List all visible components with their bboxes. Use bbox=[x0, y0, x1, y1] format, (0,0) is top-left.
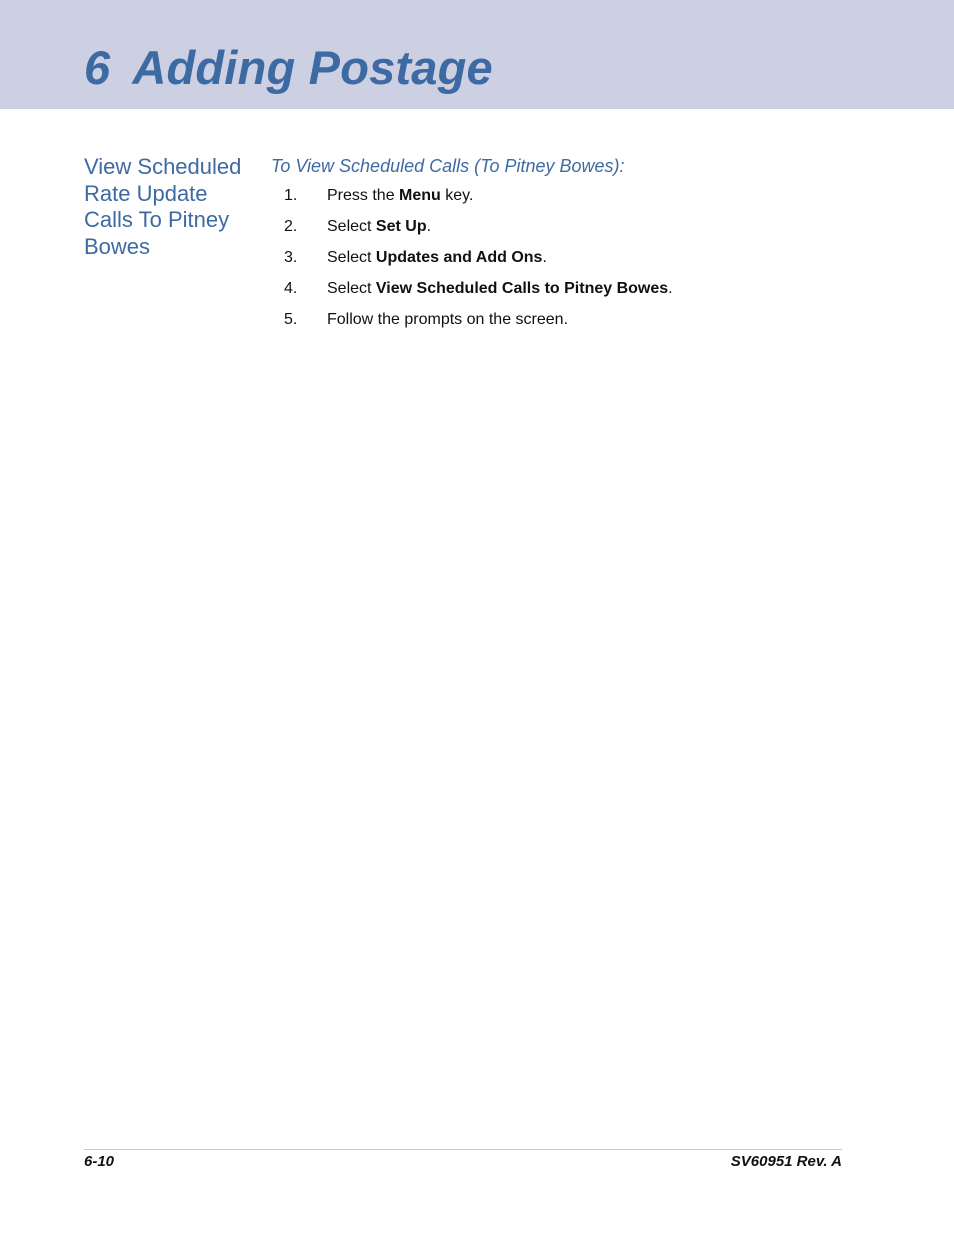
step-text: Follow the prompts on the screen. bbox=[327, 311, 569, 328]
procedure-step bbox=[284, 246, 904, 277]
chapter-title-text: Adding Postage bbox=[132, 41, 493, 94]
step-text: Select Set Up. bbox=[327, 218, 432, 235]
step-number: 4. bbox=[284, 280, 298, 297]
chapter-number: 6 bbox=[84, 41, 111, 94]
procedure-step bbox=[284, 215, 904, 246]
chapter-header-band bbox=[0, 0, 954, 109]
procedure-step bbox=[284, 308, 904, 339]
step-number: 5. bbox=[284, 311, 298, 328]
step-text: Select Updates and Add Ons. bbox=[327, 249, 547, 266]
procedure-steps bbox=[284, 184, 904, 339]
step-keyword: Menu bbox=[399, 187, 441, 204]
step-number: 1. bbox=[284, 187, 298, 204]
procedure-title: To View Scheduled Calls (To Pitney Bowes): bbox=[271, 156, 625, 176]
document-revision: SV60951 Rev. A bbox=[730, 1153, 842, 1170]
procedure-step bbox=[284, 184, 904, 215]
step-keyword: Set Up bbox=[375, 218, 427, 235]
step-text: Press the Menu key. bbox=[327, 187, 474, 204]
step-number: 3. bbox=[284, 249, 298, 266]
procedure-step bbox=[284, 277, 904, 308]
section-side-heading: View Scheduled Rate Update Calls To Pitney Bowes bbox=[84, 154, 242, 259]
chapter-title bbox=[84, 40, 493, 96]
step-keyword: View Scheduled Calls to Pitney Bowes bbox=[375, 280, 669, 297]
step-keyword: Updates and Add Ons bbox=[375, 249, 543, 266]
step-text: Select View Scheduled Calls to Pitney Bowes. bbox=[327, 280, 673, 297]
page-number: 6-10 bbox=[84, 1153, 115, 1170]
footer-divider bbox=[84, 1149, 842, 1150]
step-number: 2. bbox=[284, 218, 298, 235]
